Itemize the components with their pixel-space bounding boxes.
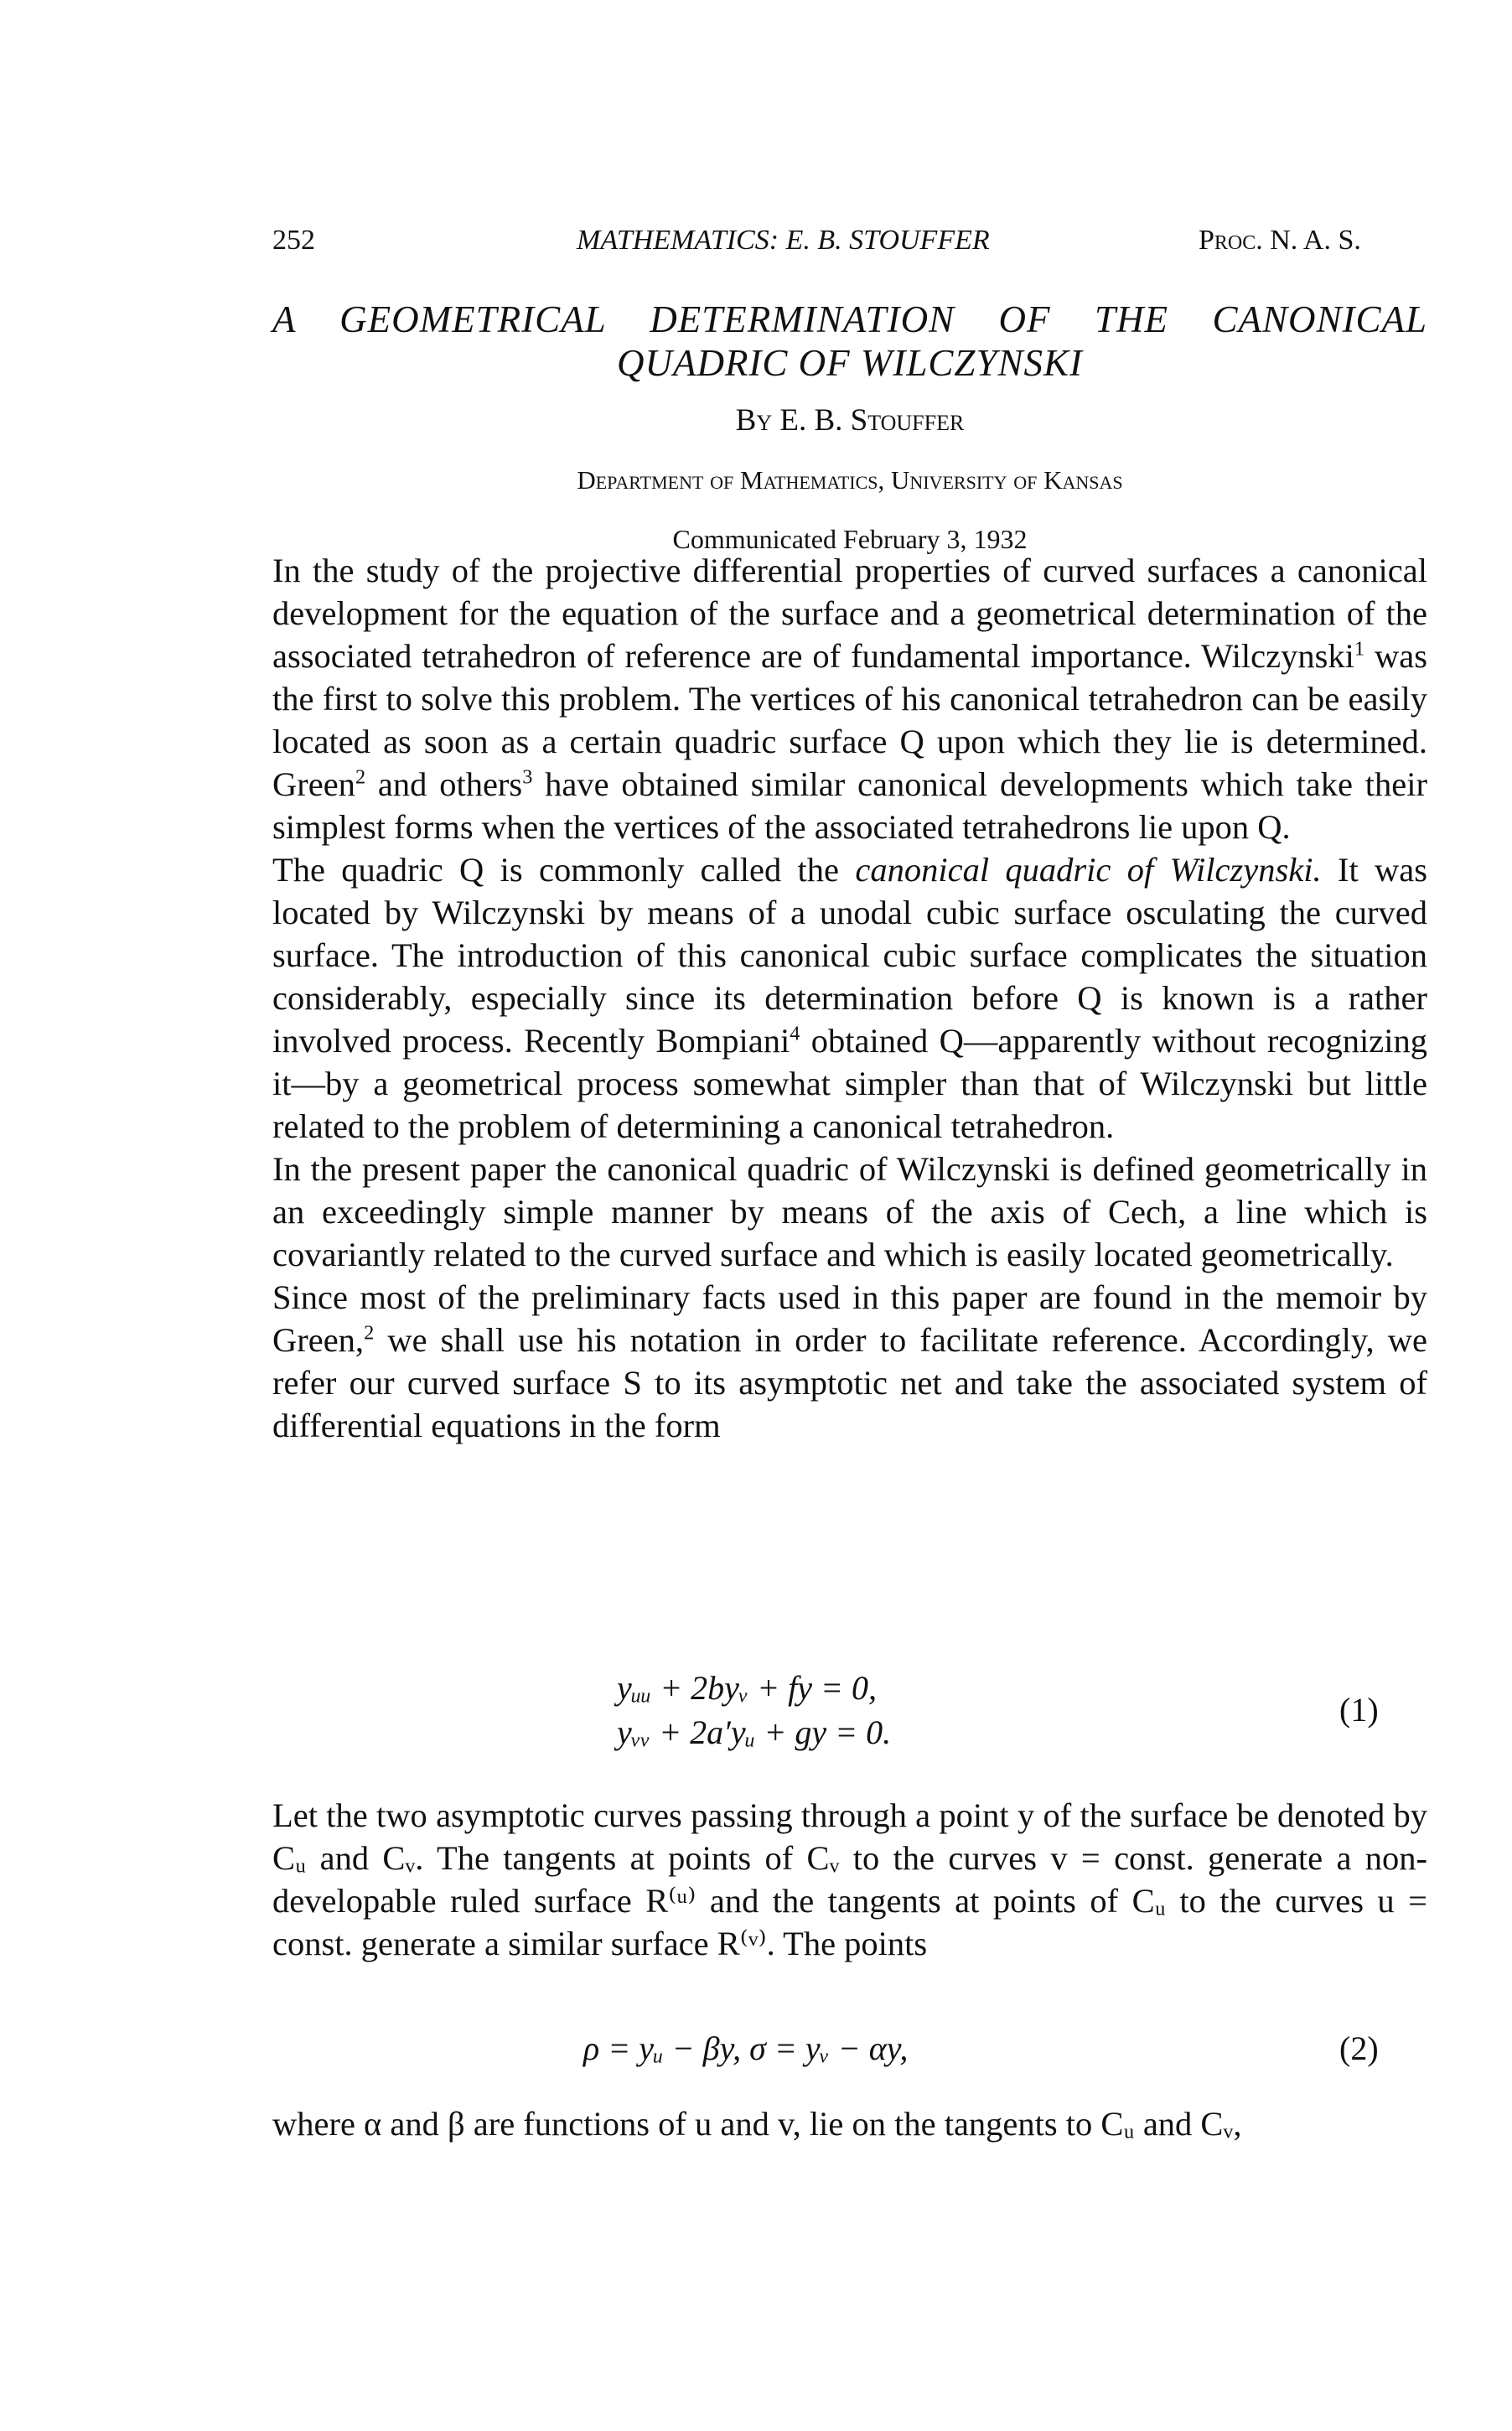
p1-text-c: and others (365, 765, 523, 803)
paragraph-4 (272, 1276, 1427, 1447)
footnote-ref-1: 1 (1354, 637, 1365, 661)
journal-abbreviation: Proc. N. A. S. (1199, 225, 1361, 256)
paragraph-2 (272, 848, 1427, 1148)
affiliation: Department of Mathematics, University of Kansas (577, 465, 1123, 495)
equation-1-number: (1) (1339, 1691, 1379, 1729)
title-line-1: A GEOMETRICAL DETERMINATION OF THE CANONICAL (272, 298, 1427, 340)
equation-2: ρ = yᵤ − βy, σ = yᵥ − αy, (583, 2029, 909, 2067)
paragraph-3: In the present paper the canonical quadric of Wilczynski is defined geometrically in an exceedingly simple manner by means of the axis of Cech, a line which is covariantly related to the curved surface and which is easily located geometrically. (272, 1150, 1427, 1273)
footnote-ref-2: 2 (355, 765, 366, 789)
communicated-date: Communicated February 3, 1932 (672, 524, 1028, 554)
body-text-final (272, 2102, 1427, 2145)
footnote-ref-green: 2 (364, 1321, 375, 1345)
p2-text-a: The quadric Q is commonly called the (272, 851, 856, 889)
p1-text-d: have obtained similar canonical developments which take their simplest forms when the vertices of the associated tetrahedrons lie upon Q. (272, 765, 1428, 846)
p1-text-b: was the first to solve this problem. The vertices of his canonical tetrahedron can be easily located as soon as a certain quadric surface Q upon which they lie is determined. Green (272, 637, 1427, 803)
paragraph-5: Let the two asymptotic curves passing through a point y of the surface be denoted by Cᵤ and Cᵥ. The tangents at points of Cᵥ to the curves v = const. generate a non-developable ruled surface R⁽ᵘ⁾ and the tangents at points of Cᵤ to the curves u = const. generate a similar surface R⁽ᵛ⁾. The points (272, 1796, 1427, 1962)
page-number: 252 (272, 225, 315, 256)
p2-italic-term: canonical quadric of Wilczynski. (855, 851, 1322, 889)
p2-text-c: obtained Q—apparently without recognizing it—by a geometrical process somewhat simpler than that of Wilczynski but little related to the problem of determining a canonical tetrahedron. (272, 1022, 1427, 1145)
equation-1-line-1: yᵤᵤ + 2byᵥ + fy = 0, (617, 1669, 877, 1707)
running-title: MATHEMATICS: E. B. STOUFFER (577, 225, 990, 256)
equation-2-number: (2) (1339, 2029, 1379, 2067)
p4-text-a: Since most of the preliminary facts used in this paper are found in the memoir by Green, (272, 1278, 1427, 1359)
p1-text-a: In the study of the projective differential properties of curved surfaces a canonical development for the equation of the surface and a geometrical determination of the associated tetrahedron of reference are of fundamental importance. Wilczynski (272, 552, 1427, 675)
p4-text-b: we shall use his notation in order to facilitate reference. Accordingly, we refer our curved surface S to its asymptotic net and take the associated system of differential equations in the form (272, 1321, 1427, 1444)
equation-1-line-2: yᵥᵥ + 2a′yᵤ + gy = 0. (617, 1713, 892, 1751)
footnote-ref-3: 3 (522, 765, 533, 789)
body-text (272, 549, 1427, 1447)
title-line-2: QUADRIC OF WILCZYNSKI (616, 342, 1084, 384)
footnote-ref-4: 4 (790, 1022, 800, 1045)
paragraph-6: where α and β are functions of u and v, lie on the tangents to Cᵤ and Cᵥ, (272, 2105, 1242, 2143)
p2-text-b: It was located by Wilczynski by means of a unodal cubic surface osculating the curved surface. The introduction of this canonical cubic surface complicates the situation considerably, especially since its determination before Q is known is a rather involved process. Recently Bompiani (272, 851, 1428, 1060)
author-byline: By E. B. Stouffer (735, 403, 965, 438)
paragraph-1 (272, 549, 1427, 848)
body-text-continued (272, 1794, 1427, 1965)
